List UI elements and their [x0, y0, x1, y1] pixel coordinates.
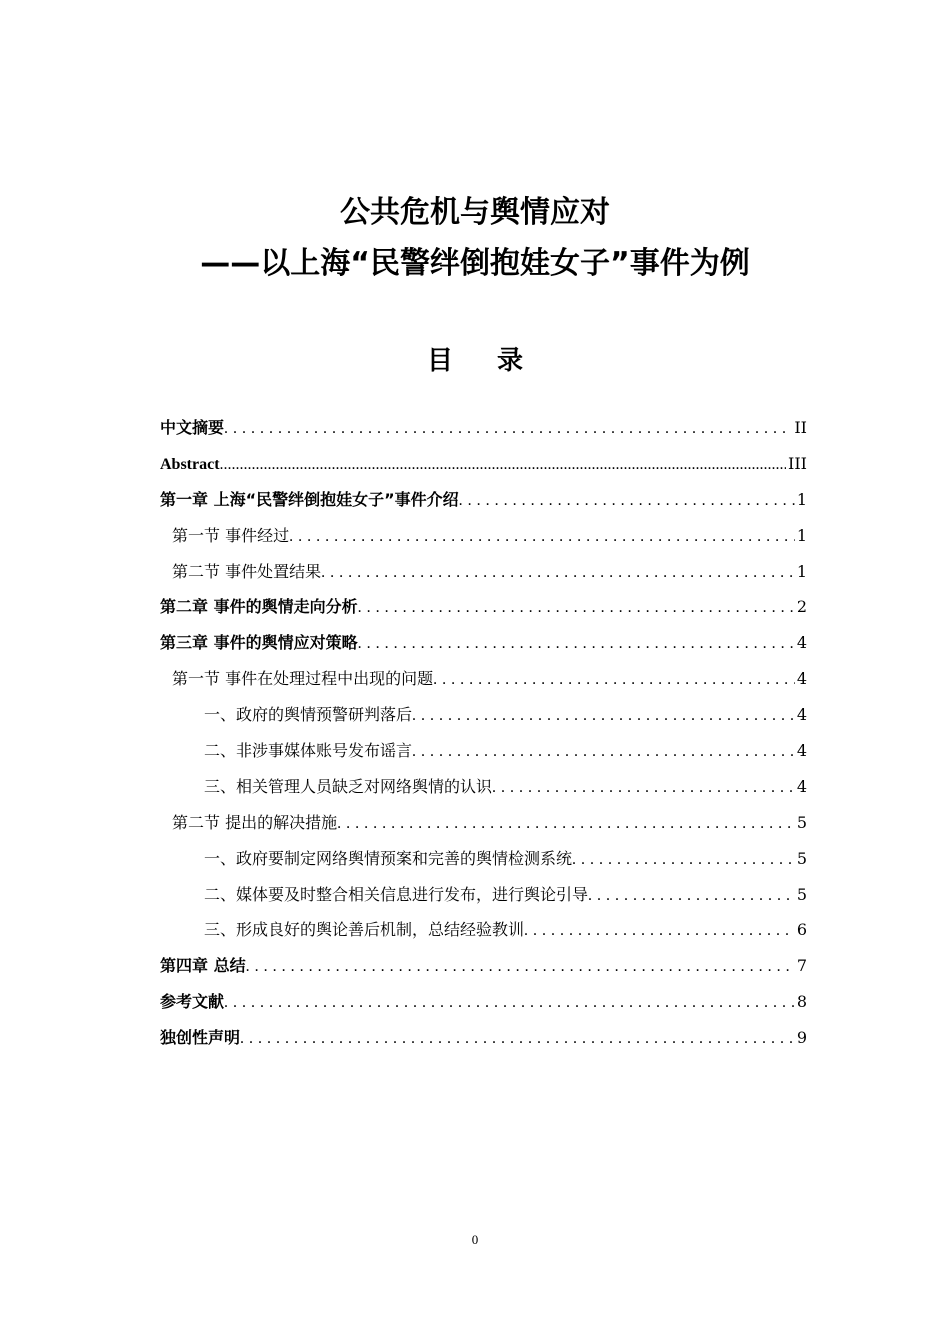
toc-entry-label: 三、相关管理人员缺乏对网络舆情的认识: [204, 776, 493, 796]
dot-leader: [412, 734, 795, 770]
dot-leader: [224, 411, 792, 447]
dot-leader: [289, 519, 795, 555]
dot-leader: [433, 662, 795, 698]
toc-entry-chapter-3-section-1[interactable]: [160, 661, 807, 697]
toc-entry-page: 4: [796, 741, 807, 761]
toc-entry-page: III: [788, 453, 807, 473]
toc-entry-label: 第一节 事件经过: [172, 525, 290, 545]
toc-entry-chapter-3[interactable]: [160, 625, 807, 661]
dot-leader: [412, 698, 795, 734]
toc-entry-page: 2: [796, 597, 807, 617]
toc-entry-page: 8: [796, 992, 807, 1012]
toc-entry-page: 5: [796, 848, 807, 868]
toc-entry-label: Abstract: [160, 455, 220, 473]
toc-entry-chapter-2[interactable]: [160, 589, 807, 625]
toc-entry-page: 6: [796, 920, 807, 940]
toc-entry-page: 7: [796, 956, 807, 976]
dot-leader: [358, 590, 795, 626]
toc-entry-page: 4: [796, 669, 807, 689]
toc-entry-chapter-3-section-2-item-2[interactable]: [160, 877, 807, 913]
toc-entry-label: 第四章 总结: [160, 956, 246, 976]
toc-entry-label: 第二节 提出的解决措施: [172, 812, 338, 832]
toc-entry-chapter-4[interactable]: [160, 948, 807, 984]
toc-entry-label: 中文摘要: [160, 418, 225, 437]
toc-entry-page: 9: [796, 1028, 807, 1048]
toc-entry-page: 1: [796, 525, 807, 545]
dot-leader: [358, 626, 795, 662]
dot-leader: [459, 483, 795, 519]
toc-entry-originality-statement[interactable]: [160, 1020, 807, 1056]
dot-leader: [246, 949, 795, 985]
toc-entry-chapter-3-section-2[interactable]: [160, 805, 807, 841]
page-number: 0: [471, 1232, 479, 1247]
dot-leader: [321, 555, 795, 591]
toc-entry-page: 1: [796, 561, 807, 581]
dot-leader: [240, 1021, 795, 1057]
toc-entry-page: 1: [796, 489, 807, 509]
toc-entry-label: 第一章 上海“民警绊倒抱娃女子”事件介绍: [160, 489, 459, 509]
toc-entry-label: 一、政府的舆情预警研判落后: [204, 705, 413, 725]
toc-entry-chapter-3-section-1-item-2[interactable]: [160, 733, 807, 769]
toc-entry-label: 三、形成良好的舆论善后机制，总结经验教训: [204, 920, 525, 940]
toc-entry-page: 5: [796, 812, 807, 832]
dot-leader: [220, 447, 786, 483]
dot-leader: [337, 806, 795, 842]
dot-leader: [524, 913, 795, 949]
toc-entry-page: 4: [796, 776, 807, 796]
toc-entry-chapter-3-section-1-item-3[interactable]: [160, 769, 807, 805]
toc-entry-chinese-abstract[interactable]: [160, 410, 807, 446]
table-of-contents: [160, 410, 807, 1056]
toc-entry-label: 第二节 事件处置结果: [172, 561, 322, 581]
toc-entry-label: 参考文献: [160, 992, 225, 1012]
dot-leader: [588, 878, 795, 914]
toc-entry-chapter-1-section-1[interactable]: [160, 518, 807, 554]
toc-entry-page: II: [794, 418, 807, 437]
toc-heading: 目录: [426, 346, 567, 376]
document-subtitle: ——以上海“民警绊倒抱娃女子”事件为例: [200, 246, 750, 281]
toc-entry-label: 第二章 事件的舆情走向分析: [160, 597, 358, 617]
toc-entry-chapter-1[interactable]: [160, 482, 807, 518]
toc-entry-page: 4: [796, 705, 807, 725]
toc-entry-page: 5: [796, 884, 807, 904]
toc-entry-chapter-1-section-2[interactable]: [160, 554, 807, 590]
toc-entry-chapter-3-section-2-item-1[interactable]: [160, 841, 807, 877]
toc-entry-chapter-3-section-2-item-3[interactable]: [160, 912, 807, 948]
toc-entry-label: 二、媒体要及时整合相关信息进行发布，进行舆论引导: [204, 884, 589, 904]
toc-entry-references[interactable]: [160, 984, 807, 1020]
toc-entry-chapter-3-section-1-item-1[interactable]: [160, 697, 807, 733]
dot-leader: [572, 842, 795, 878]
toc-entry-abstract[interactable]: [160, 446, 807, 482]
toc-entry-label: 独创性声明: [160, 1028, 241, 1048]
toc-entry-label: 一、政府要制定网络舆情预案和完善的舆情检测系统: [204, 848, 573, 868]
document-title: 公共危机与舆情应对: [340, 195, 610, 230]
toc-entry-label: 第一节 事件在处理过程中出现的问题: [172, 669, 434, 689]
toc-entry-page: 4: [796, 633, 807, 653]
toc-entry-label: 二、非涉事媒体账号发布谣言: [204, 741, 413, 761]
dot-leader: [492, 770, 795, 806]
dot-leader: [224, 985, 795, 1021]
toc-entry-label: 第三章 事件的舆情应对策略: [160, 633, 358, 653]
